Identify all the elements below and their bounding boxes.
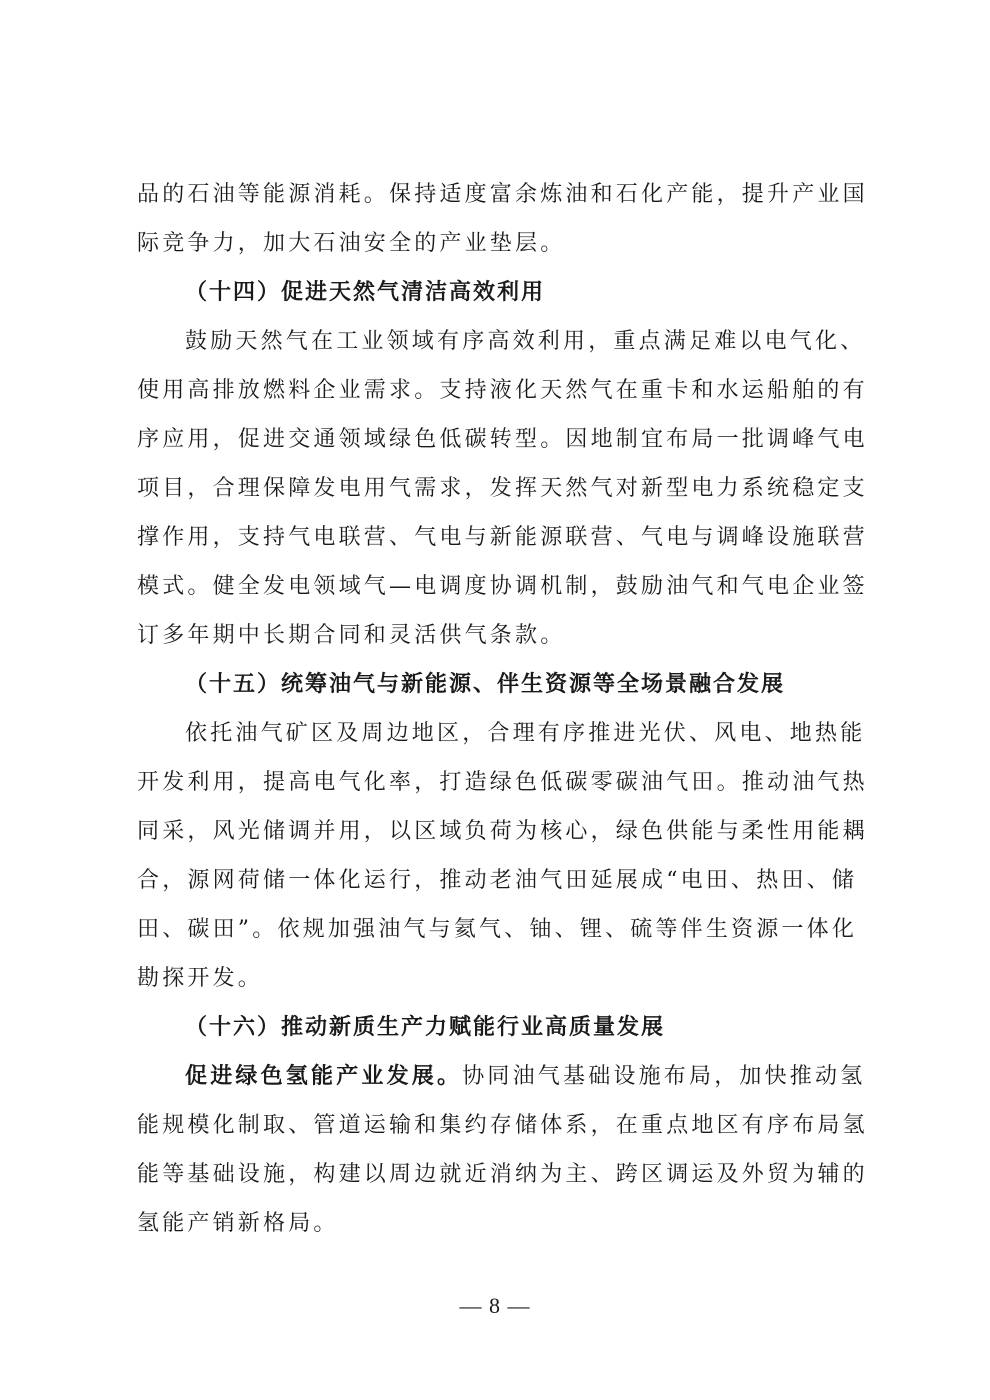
paragraph-4-lead-bold: 促进绿色氢能产业发展。	[185, 1064, 463, 1089]
paragraph-4-line-4: 氢能产销新格局。	[137, 1211, 339, 1236]
paragraph-4-line-3: 能等基础设施，构建以周边就近消纳为主、跨区调运及外贸为辅的	[137, 1162, 868, 1187]
paragraph-3-line-2: 开发利用，提高电气化率，打造绿色低碳零碳油气田。推动油气热	[137, 770, 868, 795]
paragraph-4-line-1	[185, 1062, 865, 1092]
paragraph-2-line-1: 鼓励天然气在工业领域有序高效利用，重点满足难以电气化、	[185, 329, 866, 354]
section-heading-16: （十六）推动新质生产力赋能行业高质量发展	[185, 1015, 666, 1040]
paragraph-3-line-4: 合，源网荷储一体化运行，推动老油气田延展成“电田、热田、储	[137, 868, 858, 893]
paragraph-2-line-4: 项目，合理保障发电用气需求，发挥天然气对新型电力系统稳定支	[137, 476, 868, 501]
paragraph-2-line-6: 模式。健全发电领域气—电调度协调机制，鼓励油气和气电企业签	[137, 574, 868, 599]
page-number: — 8 —	[459, 1293, 531, 1318]
paragraph-3-line-6: 勘探开发。	[137, 966, 264, 991]
section-heading-15: （十五）统筹油气与新能源、伴生资源等全场景融合发展	[185, 672, 786, 697]
paragraph-4-lead-rest: 协同油气基础设施布局，加快推动氢	[462, 1064, 866, 1089]
paragraph-3-line-1: 依托油气矿区及周边地区，合理有序推进光伏、风电、地热能	[185, 721, 866, 746]
paragraph-2-line-3: 序应用，促进交通领域绿色低碳转型。因地制宜布局一批调峰气电	[137, 427, 868, 452]
paragraph-4-line-2: 能规模化制取、管道运输和集约存储体系，在重点地区有序布局氢	[137, 1113, 868, 1138]
paragraph-2-line-2: 使用高排放燃料企业需求。支持液化天然气在重卡和水运船舶的有	[137, 378, 868, 403]
section-heading-14: （十四）促进天然气清洁高效利用	[185, 280, 546, 305]
paragraph-3-line-3: 同采，风光储调并用，以区域负荷为核心，绿色供能与柔性用能耦	[137, 819, 868, 844]
paragraph-3-line-5: 田、碳田”。依规加强油气与氦气、铀、锂、硫等伴生资源一体化	[137, 917, 858, 942]
paragraph-1-line-2: 际竞争力，加大石油安全的产业垫层。	[137, 231, 566, 256]
paragraph-2-line-7: 订多年期中长期合同和灵活供气条款。	[137, 623, 566, 648]
paragraph-2-line-5: 撑作用，支持气电联营、气电与新能源联营、气电与调峰设施联营	[137, 525, 868, 550]
paragraph-1-line-1: 品的石油等能源消耗。保持适度富余炼油和石化产能，提升产业国	[137, 182, 868, 207]
